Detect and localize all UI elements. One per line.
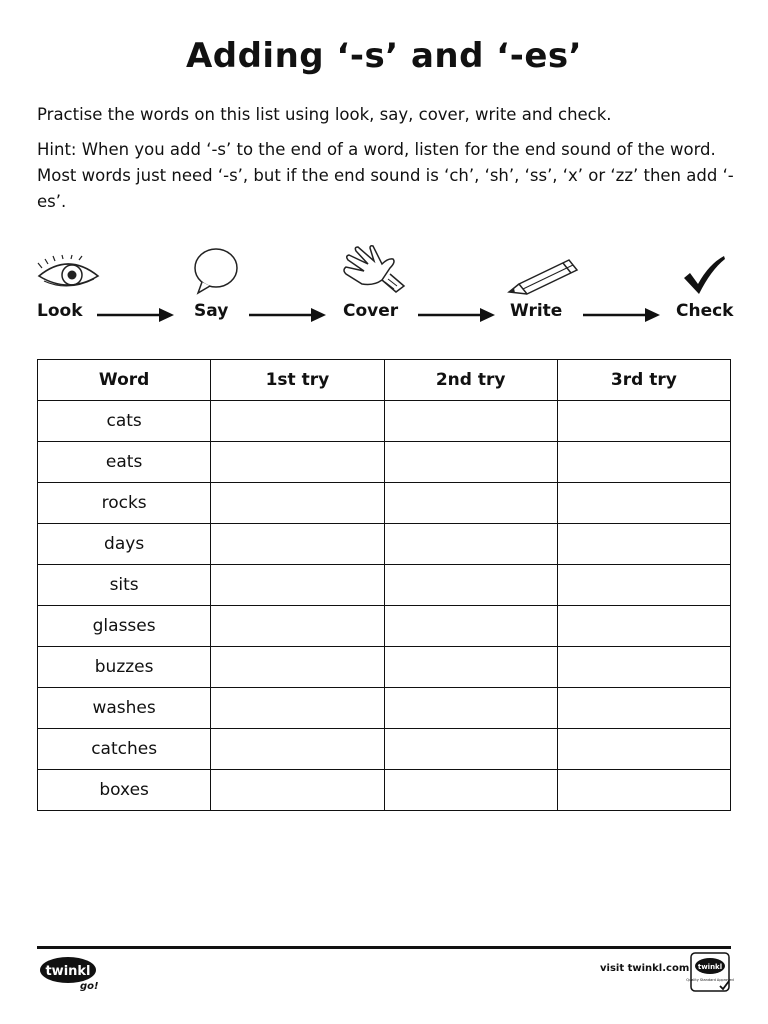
quality-badge bbox=[686, 952, 734, 994]
step-cover-label: Cover bbox=[343, 301, 399, 321]
word-cell: buzzes bbox=[38, 647, 211, 688]
try-cell[interactable] bbox=[211, 401, 384, 442]
table-row bbox=[38, 688, 731, 729]
try-cell[interactable] bbox=[211, 524, 384, 565]
try-cell[interactable] bbox=[384, 606, 557, 647]
try-cell[interactable] bbox=[211, 647, 384, 688]
logo-text: twinkl bbox=[45, 964, 91, 979]
try-cell[interactable] bbox=[557, 401, 730, 442]
badge-text: twinkl bbox=[697, 963, 723, 971]
step-look-label: Look bbox=[37, 301, 83, 321]
try-cell[interactable] bbox=[211, 606, 384, 647]
try-cell[interactable] bbox=[211, 770, 384, 811]
arrow-icon bbox=[249, 306, 327, 324]
header-1st-try: 1st try bbox=[211, 360, 384, 401]
table-row bbox=[38, 647, 731, 688]
hint-text: Hint: When you add ‘-s’ to the end of a word, listen for the end sound of the word. Most words just need ‘-s’, but if the end sound is ‘ch’, ‘sh’, ‘ss’, ‘x’ or ‘zz’ then add ‘-es’. bbox=[37, 140, 734, 211]
table-row bbox=[38, 606, 731, 647]
try-cell[interactable] bbox=[384, 565, 557, 606]
speech-bubble-icon bbox=[190, 246, 242, 296]
try-cell[interactable] bbox=[211, 442, 384, 483]
pencil-icon bbox=[505, 256, 581, 296]
word-cell: washes bbox=[38, 688, 211, 729]
table-row bbox=[38, 524, 731, 565]
header-2nd-try: 2nd try bbox=[384, 360, 557, 401]
spelling-table bbox=[37, 359, 731, 811]
word-cell: catches bbox=[38, 729, 211, 770]
step-say-label: Say bbox=[194, 301, 229, 321]
try-cell[interactable] bbox=[384, 647, 557, 688]
try-cell[interactable] bbox=[557, 565, 730, 606]
try-cell[interactable] bbox=[557, 524, 730, 565]
try-cell[interactable] bbox=[211, 688, 384, 729]
try-cell[interactable] bbox=[211, 483, 384, 524]
try-cell[interactable] bbox=[384, 442, 557, 483]
try-cell[interactable] bbox=[557, 729, 730, 770]
arrow-icon bbox=[583, 306, 661, 324]
try-cell[interactable] bbox=[384, 524, 557, 565]
try-cell[interactable] bbox=[384, 770, 557, 811]
eye-icon bbox=[36, 254, 102, 294]
word-cell: days bbox=[38, 524, 211, 565]
try-cell[interactable] bbox=[211, 729, 384, 770]
word-cell: cats bbox=[38, 401, 211, 442]
badge-caption: Quality Standard Approved bbox=[686, 978, 734, 982]
twinkl-go-logo bbox=[38, 955, 102, 991]
table-row bbox=[38, 565, 731, 606]
try-cell[interactable] bbox=[557, 483, 730, 524]
try-cell[interactable] bbox=[211, 565, 384, 606]
try-cell[interactable] bbox=[384, 483, 557, 524]
try-cell[interactable] bbox=[384, 401, 557, 442]
header-word: Word bbox=[38, 360, 211, 401]
try-cell[interactable] bbox=[557, 442, 730, 483]
hand-icon bbox=[338, 244, 408, 298]
word-cell: glasses bbox=[38, 606, 211, 647]
header-3rd-try: 3rd try bbox=[557, 360, 730, 401]
arrow-icon bbox=[97, 306, 175, 324]
table-row bbox=[38, 401, 731, 442]
instructions-text: Practise the words on this list using look, say, cover, write and check. bbox=[37, 105, 612, 124]
word-cell: rocks bbox=[38, 483, 211, 524]
table-row bbox=[38, 442, 731, 483]
arrow-icon bbox=[418, 306, 496, 324]
word-cell: boxes bbox=[38, 770, 211, 811]
table-header-row bbox=[38, 360, 731, 401]
try-cell[interactable] bbox=[557, 688, 730, 729]
table-row bbox=[38, 770, 731, 811]
try-cell[interactable] bbox=[557, 770, 730, 811]
page-title: Adding ‘-s’ and ‘-es’ bbox=[185, 36, 583, 76]
step-write-label: Write bbox=[510, 301, 563, 321]
word-cell: sits bbox=[38, 565, 211, 606]
logo-sub-text: go! bbox=[80, 981, 99, 992]
table-row bbox=[38, 729, 731, 770]
try-cell[interactable] bbox=[557, 606, 730, 647]
footer-divider bbox=[37, 946, 731, 949]
step-check-label: Check bbox=[676, 301, 734, 321]
try-cell[interactable] bbox=[384, 688, 557, 729]
table-row bbox=[38, 483, 731, 524]
checkmark-icon bbox=[681, 254, 727, 296]
visit-link[interactable]: visit twinkl.com bbox=[600, 963, 690, 974]
word-cell: eats bbox=[38, 442, 211, 483]
try-cell[interactable] bbox=[557, 647, 730, 688]
try-cell[interactable] bbox=[384, 729, 557, 770]
